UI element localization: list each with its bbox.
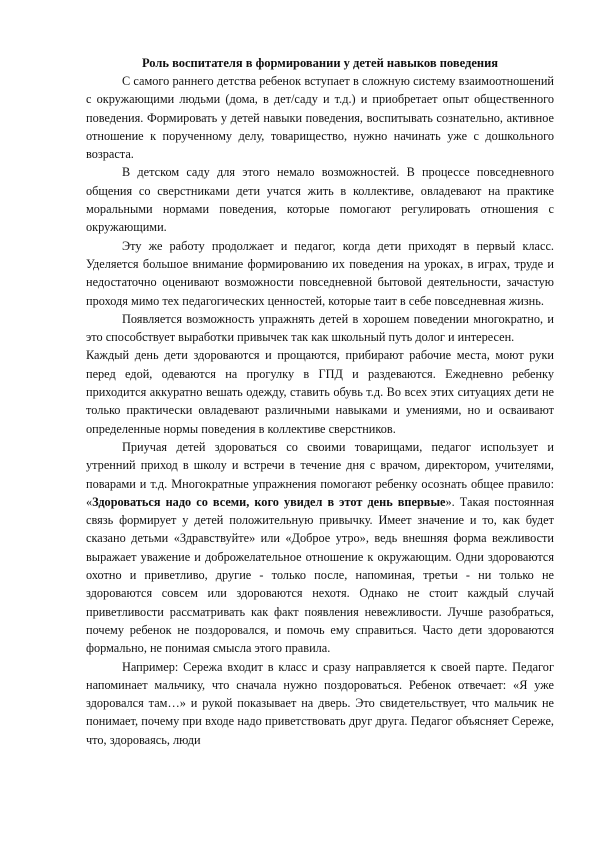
paragraph-5: Каждый день дети здороваются и прощаются, прибирают рабочие места, моют руки перед едой, одеваются на прогулку в ГПД и раздеваются. Ежедневно ребенку приходится аккуратно вешать одежду, ставить обувь т.д. Во всех этих ситуациях дети не только практически овладевают различными навыками и умениями, но и осваивают определенные нормы поведения в коллективе сверстников. (86, 348, 554, 436)
paragraph-7: Например: Сережа входит в класс и сразу направляется к своей парте. Педагог напоминает мальчику, что сначала нужно поздороваться. Ребенок отвечает: «Я уже здоровался там…» и рукой показывает на дверь. Это свидетельствует, что мальчик не понимает, почему при входе надо приветствовать друг друга. Педагог объясняет Сереже, что, здороваясь, люди (86, 659, 554, 747)
paragraph-6-text-before: Приучая детей здороваться со своими товарищами, педагог использует и утренний приход в школу и встречи в течение дня с врачом, директором, учителями, поварами и т.д. Многократные упражнения помогают ребенку осознать общее правило: « (86, 439, 554, 509)
document-title: Роль воспитателя в формировании у детей навыков поведения (141, 56, 499, 70)
document-body (86, 54, 554, 749)
paragraph-6-text-after: ». Такая постоянная связь формирует у детей положительную привычку. Имеет значение и то, как будет сказано детьми «Здравствуйте» или «Доброе утро», ведь внешняя форма вежливости выражает уважение и доброжелательное отношение к окружающим. Одни здороваются охотно и приветливо, другие - только после, напоминая, третьи - ни только не здороваются совсем или здороваются нехотя. Однако не стоит каждый случай приветливости рассматривать как факт появления невежливости. Лучше разобраться, почему ребенок не поздоровался, и помочь ему справиться. Часто дети здороваются формально, не понимая смысла этого правила. (86, 494, 554, 656)
paragraph-6 (86, 438, 554, 658)
paragraph-1: С самого раннего детства ребенок вступает в сложную систему взаимоотношений с окружающими людьми (дома, в дет/саду и т.д.) и приобретает опыт общественного поведения. Формировать у детей навыки поведения, воспитывать сознательно, активное отношение к порученному делу, товарищество, нужно начинать уже с дошкольного возраста. (86, 74, 554, 162)
paragraph-6-rule-emphasis: Здороваться надо со всеми, кого увидел в этот день впервые (92, 494, 446, 509)
paragraph-3: Эту же работу продолжает и педагог, когда дети приходят в первый класс. Уделяется большое внимание формированию их поведения на уроках, в играх, труде и недостаточно оценивают возможности повседневной бытовой деятельности, зачастую проходя мимо тех педагогических ценностей, которые таит в себе повседневная жизнь. (86, 238, 554, 308)
paragraph-4: Появляется возможность упражнять детей в хорошем поведении многократно, и это способствует выработки привычек так как школьный путь долог и интересен. (86, 311, 554, 345)
paragraph-2: В детском саду для этого немало возможностей. В процессе повседневного общения со сверстниками дети учатся жить в коллективе, овладевают на практике моральными нормами поведения, которые помогают регулировать отношения с окружающими. (86, 165, 554, 235)
